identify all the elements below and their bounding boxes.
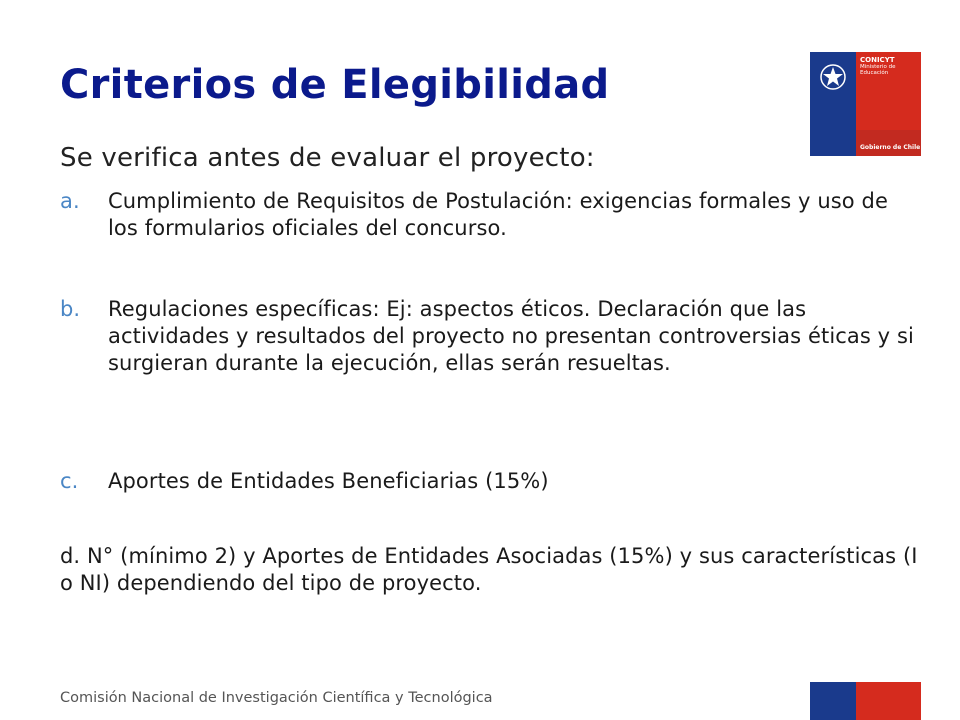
logo-org-name: CONICYT xyxy=(860,56,895,64)
conicyt-logo xyxy=(810,52,921,156)
list-marker: c. xyxy=(60,469,79,493)
footer-institution: Comisión Nacional de Investigación Científica y Tecnológica xyxy=(60,690,493,706)
logo-government: Gobierno de Chile xyxy=(856,130,921,156)
flag-blue-block xyxy=(810,682,856,720)
list-item-text: Cumplimiento de Requisitos de Postulación: exigencias formales y uso de los formularios oficiales del concurso. xyxy=(108,189,888,240)
list-item-b xyxy=(60,296,920,377)
flag-red-block xyxy=(856,682,921,720)
list-marker: b. xyxy=(60,297,81,321)
logo-ministry: Ministerio de Educación xyxy=(860,64,896,77)
slide-title: Criterios de Elegibilidad xyxy=(60,62,610,108)
chile-crest-icon xyxy=(816,60,850,94)
list-item-text: Aportes de Entidades Beneficiarias (15%) xyxy=(108,469,549,493)
logo-red-panel xyxy=(856,52,921,130)
list-marker: a. xyxy=(60,189,80,213)
list-item-a xyxy=(60,188,920,242)
list-item-d: d. N° (mínimo 2) y Aportes de Entidades Asociadas (15%) y sus características (I o NI) dependiendo del tipo de proyecto. xyxy=(60,544,918,595)
chile-flag-bar xyxy=(810,682,921,720)
list-item-c xyxy=(60,468,920,495)
slide-subtitle: Se verifica antes de evaluar el proyecto: xyxy=(60,143,595,173)
list-item-text: Regulaciones específicas: Ej: aspectos éticos. Declaración que las actividades y resultados del proyecto no presentan controversias éticas y si surgieran durante la ejecución, ellas serán resueltas. xyxy=(108,297,914,375)
logo-blue-panel xyxy=(810,52,856,156)
